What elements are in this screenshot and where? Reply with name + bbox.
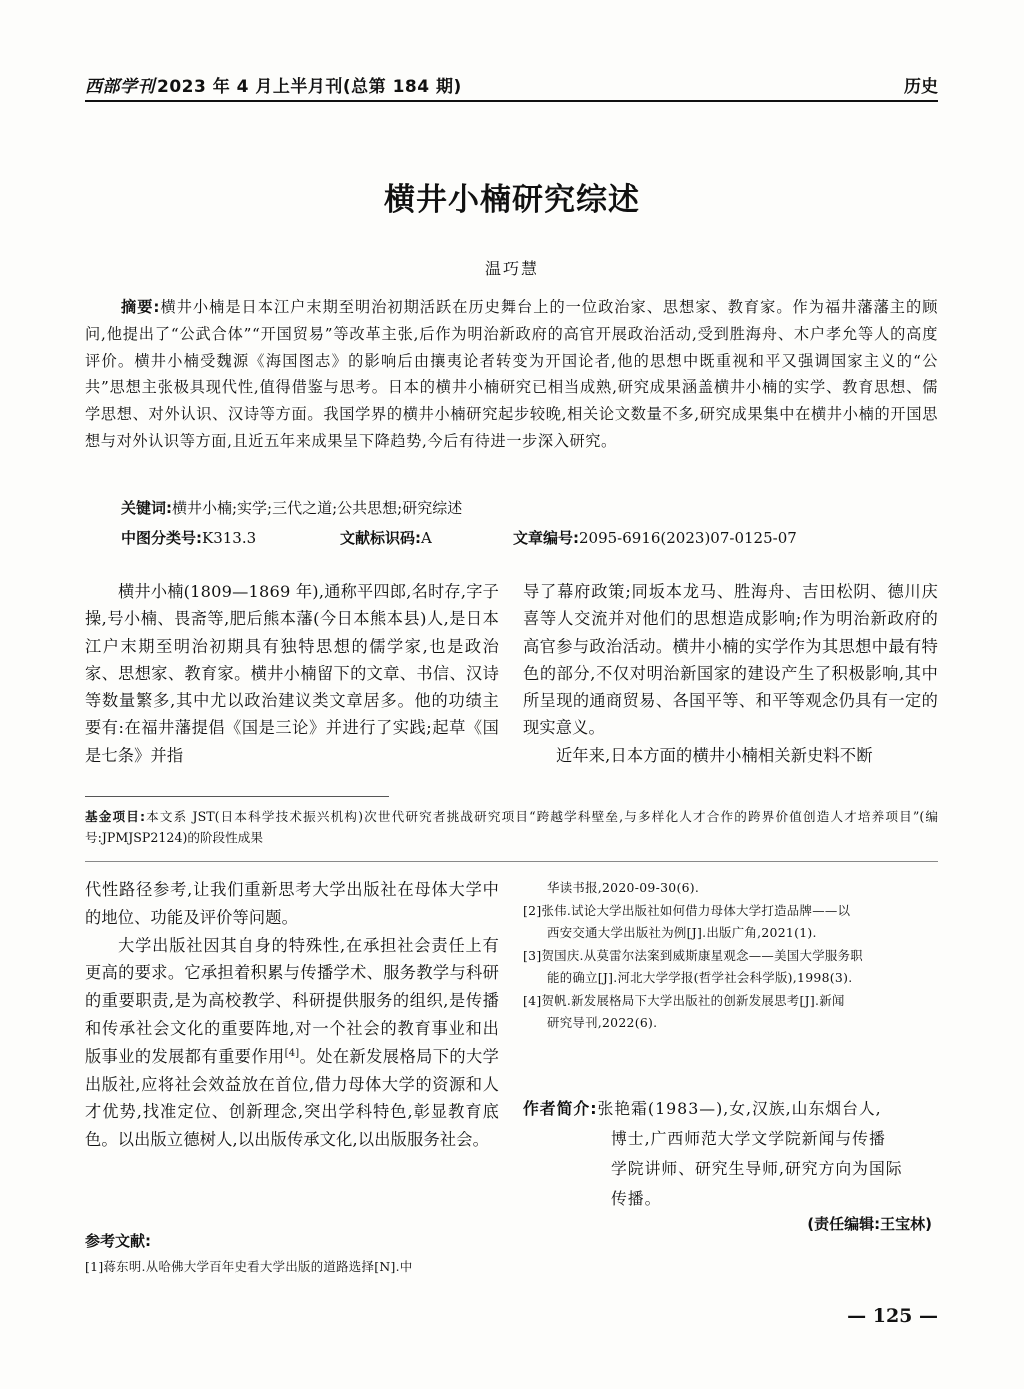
abstract-text: 横井小楠是日本江户末期至明治初期活跃在历史舞台上的一位政治家、思想家、教育家。作为福井藩藩主的顾问,他提出了“公武合体”“开国贸易”等改革主张,后作为明治新政府的高官开展政治活动,受到胜海舟、木户孝允等人的高度评价。横井小楠受魏源《海国图志》的影响后由攘夷论者转变为开国论者,他的思想中既重视和平又强调国家主义的“公共”思想主张极具现代性,值得借鉴与思考。日本的横井小楠研究已相当成熟,研究成果涵盖横井小楠的实学、教育思想、儒学思想、对外认识、汉诗等方面。我国学界的横井小楠研究起步较晚,相关论文数量不多,研究成果集中在横井小楠的开国思想与对外认识等方面,且近五年来成果呈下降趋势,今后有待进一步深入研究。 bbox=[85, 298, 938, 450]
section-label: 历史 bbox=[904, 77, 938, 97]
author-bio bbox=[523, 1094, 938, 1214]
article-no-value: 2095-6916(2023)07-0125-07 bbox=[579, 529, 797, 547]
header-rule bbox=[85, 100, 938, 102]
footnote-rule bbox=[85, 796, 389, 797]
reference-item: [3]贺国庆.从莫雷尔法案到威斯康星观念——美国大学服务职 bbox=[523, 947, 863, 963]
reference-item: [1]蒋东明.从哈佛大学百年史看大学出版的道路选择[N].中 bbox=[85, 1259, 413, 1274]
body-paragraph: 导了幕府政策;同坂本龙马、胜海舟、吉田松阴、德川庆喜等人交流并对他们的思想造成影响;作为明治新政府的高官参与政治活动。横井小楠的实学作为其思想中最有特色的部分,不仅对明治新国家的建设产生了积极影响,其中所呈现的通商贸易、各国平等、和平等观念仍具有一定的现实意义。 bbox=[523, 582, 938, 738]
responsible-editor: (责任编辑:王宝林) bbox=[807, 1215, 932, 1233]
journal-issue-header bbox=[85, 72, 462, 97]
article-author: 温巧慧 bbox=[484, 259, 539, 278]
article-title: 横井小楠研究综述 bbox=[384, 182, 640, 218]
bio-label: 作者简介: bbox=[523, 1099, 598, 1118]
journal-logo: 西部学刊 bbox=[85, 77, 155, 97]
document-code bbox=[340, 527, 432, 548]
issue-info: 2023 年 4 月上半月刊(总第 184 期) bbox=[157, 77, 462, 97]
reference-item-continuation: 研究导刊,2022(6). bbox=[547, 1015, 658, 1030]
abstract bbox=[85, 294, 938, 455]
citation-marker: [4] bbox=[284, 1047, 300, 1059]
fund-label: 基金项目: bbox=[85, 809, 146, 824]
reference-item-continuation: 能的确立[J].河北大学学报(哲学社会科学版),1998(3). bbox=[547, 970, 853, 985]
clc-value: K313.3 bbox=[202, 529, 257, 547]
clc-label: 中图分类号: bbox=[121, 529, 202, 547]
body-left-column bbox=[85, 578, 499, 769]
keywords-text: 横井小楠;实学;三代之道;公共思想;研究综述 bbox=[172, 499, 463, 517]
reference-item: [2]张伟.试论大学出版社如何借力母体大学打造品牌——以 bbox=[523, 902, 851, 918]
keywords bbox=[121, 497, 462, 518]
body-paragraph: 大学出版社因其自身的特殊性,在承担社会责任上有更高的要求。它承担着积累与传播学术、服务教学与科研的重要职责,是为高校教学、科研提供服务的组织,是传播和传承社会文化的重要阵地,对一个社会的教育事业和出版事业的发展都有重要作用[4]。处在新发展格局下的大学出版社,应将社会效益放在首位,借力母体大学的资源和人才优势,找准定位、创新理念,突出学科特色,彰显教育底色。以出版立德树人,以出版传承文化,以出版服务社会。 bbox=[85, 935, 500, 1150]
references-right-column bbox=[523, 877, 938, 1035]
abstract-label: 摘要: bbox=[121, 298, 161, 316]
reference-item-continuation: 华读书报,2020-09-30(6). bbox=[547, 880, 700, 895]
page-number: — 125 — bbox=[847, 1305, 938, 1327]
clc-number bbox=[121, 527, 256, 548]
article-number bbox=[513, 527, 797, 548]
reference-item: [4]贺帆.新发展格局下大学出版社的创新发展思考[J].新闻 bbox=[523, 992, 845, 1008]
bio-line: 张艳霜(1983—),女,汉族,山东烟台人, bbox=[597, 1099, 882, 1118]
body-right-column bbox=[523, 578, 938, 769]
doc-value: A bbox=[421, 529, 432, 547]
keywords-label: 关键词: bbox=[121, 499, 172, 517]
doc-label: 文献标识码: bbox=[340, 529, 421, 547]
section-separator bbox=[85, 861, 938, 862]
bio-line: 学院讲师、研究生导师,研究方向为国际 bbox=[611, 1159, 903, 1178]
funding-note bbox=[85, 806, 938, 848]
fund-text: 本文系 JST(日本科学技术振兴机构)次世代研究者挑战研究项目“跨越学科壁垒,与多样化人才合作的跨界价值创造人才培养项目”(编号:JPMJSP2124)的阶段性成果 bbox=[85, 809, 938, 845]
body-paragraph: 代性路径参考,让我们重新思考大学出版社在母体大学中的地位、功能及评价等问题。 bbox=[85, 880, 499, 927]
body-paragraph: 近年来,日本方面的横井小楠相关新史料不断 bbox=[556, 745, 873, 765]
references-heading: 参考文献: bbox=[85, 1232, 151, 1250]
bio-line: 博士,广西师范大学文学院新闻与传播 bbox=[611, 1129, 886, 1148]
article-no-label: 文章编号: bbox=[513, 529, 579, 547]
reference-item-continuation: 西安交通大学出版社为例[J].出版广角,2021(1). bbox=[547, 925, 817, 940]
body-paragraph: 横井小楠(1809—1869 年),通称平四郎,名时存,字子操,号小楠、畏斋等,肥后熊本藩(今日本熊本县)人,是日本江户末期至明治初期具有独特思想的儒学家,也是政治家、思想家、教育家。横井小楠留下的文章、书信、汉诗等数量繁多,其中尤以政治建议类文章居多。他的功绩主要有:在福井藩提倡《国是三论》并进行了实践;起草《国是七条》并指 bbox=[85, 582, 499, 765]
prev-article-left-column bbox=[85, 876, 499, 1154]
bio-line: 传播。 bbox=[611, 1189, 662, 1208]
